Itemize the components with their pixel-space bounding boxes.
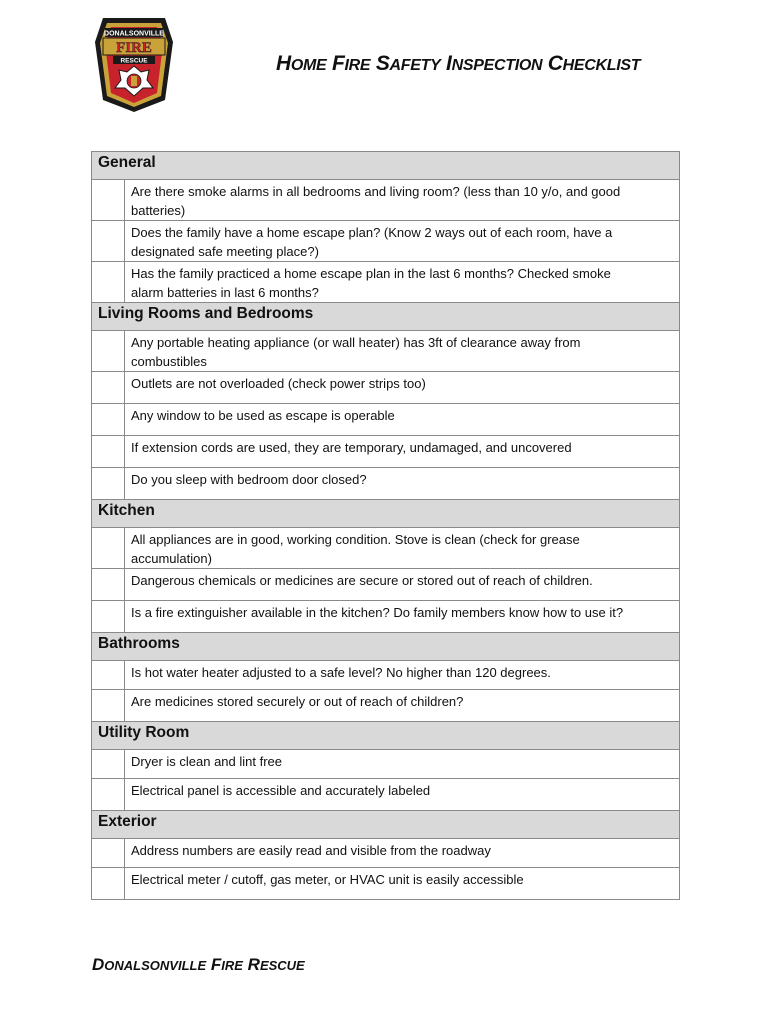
checkbox-cell[interactable] — [92, 221, 125, 262]
item-line: Is a fire extinguisher available in the kitchen? Do family members know how to use it? — [131, 605, 624, 620]
checklist-item-row — [92, 779, 680, 811]
checklist-item-text — [125, 569, 680, 601]
checkbox-cell[interactable] — [92, 528, 125, 569]
item-line: accumulation) — [131, 551, 212, 566]
checklist-item-text — [125, 528, 680, 569]
footer-organization-name — [92, 955, 305, 975]
checklist-item-row — [92, 372, 680, 404]
checklist-item-row — [92, 569, 680, 601]
checklist-item-text — [125, 262, 680, 303]
section-title: General — [92, 152, 680, 180]
inspection-checklist-table — [91, 151, 680, 900]
checkbox-cell[interactable] — [92, 839, 125, 868]
item-line: Do you sleep with bedroom door closed? — [131, 472, 367, 487]
item-line: designated safe meeting place?) — [131, 244, 319, 259]
title-initial: D — [92, 955, 105, 974]
checklist-item-row — [92, 868, 680, 900]
checklist-item-row — [92, 404, 680, 436]
checklist-item-row — [92, 331, 680, 372]
title-smallcaps: IRE — [344, 57, 371, 74]
checklist-item-row — [92, 601, 680, 633]
item-line: Are medicines stored securely or out of reach of children? — [131, 694, 464, 709]
checklist-item-text — [125, 601, 680, 633]
title-smallcaps: IRE — [221, 958, 243, 973]
item-line: Dryer is clean and lint free — [131, 754, 283, 769]
checkbox-cell[interactable] — [92, 750, 125, 779]
section-title: Exterior — [92, 811, 680, 839]
checklist-item-text — [125, 372, 680, 404]
title-smallcaps: AFETY — [389, 57, 441, 74]
checklist-item-text — [125, 180, 680, 221]
item-line: Address numbers are easily read and visible from the roadway — [131, 843, 491, 858]
checklist-item-text — [125, 221, 680, 262]
section-title: Kitchen — [92, 500, 680, 528]
title-initial: F — [331, 52, 345, 75]
item-line: Does the family have a home escape plan? (Know 2 ways out of each room, have a — [131, 225, 613, 240]
section-header-row — [92, 633, 680, 661]
item-line: Are there smoke alarms in all bedrooms and living room? (less than 10 y/o, and good — [131, 184, 621, 199]
checklist-item-text — [125, 868, 680, 900]
title-smallcaps: ESCUE — [259, 958, 305, 973]
checkbox-cell[interactable] — [92, 262, 125, 303]
title-smallcaps: ONALSONVILLE — [104, 958, 207, 973]
logo-top-text: DONALSONVILLE — [104, 30, 164, 38]
checkbox-cell[interactable] — [92, 180, 125, 221]
item-line: alarm batteries in last 6 months? — [131, 285, 319, 300]
checklist-item-row — [92, 839, 680, 868]
page-title — [276, 52, 640, 76]
checkbox-cell[interactable] — [92, 404, 125, 436]
checkbox-cell[interactable] — [92, 601, 125, 633]
item-line: Dangerous chemicals or medicines are secure or stored out of reach of children. — [131, 573, 593, 588]
checklist-item-row — [92, 528, 680, 569]
checkbox-cell[interactable] — [92, 436, 125, 468]
checklist-item-text — [125, 690, 680, 722]
section-header-row — [92, 303, 680, 331]
checklist-item-row — [92, 436, 680, 468]
section-title: Bathrooms — [92, 633, 680, 661]
item-line: Is hot water heater adjusted to a safe level? No higher than 120 degrees. — [131, 665, 551, 680]
checklist-item-text — [125, 750, 680, 779]
checkbox-cell[interactable] — [92, 331, 125, 372]
section-title: Living Rooms and Bedrooms — [92, 303, 680, 331]
item-line: Any portable heating appliance (or wall heater) has 3ft of clearance away from — [131, 335, 581, 350]
checkbox-cell[interactable] — [92, 690, 125, 722]
title-initial: I — [446, 52, 452, 75]
checkbox-cell[interactable] — [92, 868, 125, 900]
checklist-item-row — [92, 262, 680, 303]
logo-main-text: FIRE — [116, 40, 152, 56]
checkbox-cell[interactable] — [92, 661, 125, 690]
title-initial: S — [375, 52, 390, 75]
section-header-row — [92, 152, 680, 180]
checklist-item-text — [125, 468, 680, 500]
checkbox-cell[interactable] — [92, 569, 125, 601]
checklist-item-text — [125, 779, 680, 811]
title-initial: C — [547, 52, 563, 75]
title-initial: H — [276, 52, 291, 75]
title-initial: F — [210, 955, 222, 974]
logo-bottom-text: RESCUE — [120, 57, 148, 65]
item-line: Electrical panel is accessible and accurately labeled — [131, 783, 431, 798]
checklist-item-text — [125, 331, 680, 372]
item-line: Electrical meter / cutoff, gas meter, or HVAC unit is easily accessible — [131, 872, 524, 887]
item-line: batteries) — [131, 203, 186, 218]
item-line: Has the family practiced a home escape plan in the last 6 months? Checked smoke — [131, 266, 611, 281]
checklist-item-row — [92, 221, 680, 262]
item-line: If extension cords are used, they are temporary, undamaged, and uncovered — [131, 440, 572, 455]
section-header-row — [92, 500, 680, 528]
checklist-item-text — [125, 661, 680, 690]
section-title: Utility Room — [92, 722, 680, 750]
section-header-row — [92, 722, 680, 750]
item-line: combustibles — [131, 354, 207, 369]
checklist-item-row — [92, 180, 680, 221]
title-smallcaps: NSPECTION — [451, 57, 543, 74]
item-line: All appliances are in good, working condition. Stove is clean (check for grease — [131, 532, 580, 547]
checklist-item-row — [92, 661, 680, 690]
checkbox-cell[interactable] — [92, 468, 125, 500]
fire-rescue-logo — [93, 14, 175, 114]
checkbox-cell[interactable] — [92, 779, 125, 811]
checkbox-cell[interactable] — [92, 372, 125, 404]
checklist-item-row — [92, 750, 680, 779]
title-smallcaps: OME — [290, 57, 327, 74]
title-smallcaps: HECKLIST — [562, 57, 641, 74]
checklist-item-text — [125, 436, 680, 468]
checklist-item-text — [125, 839, 680, 868]
item-line: Any window to be used as escape is operable — [131, 408, 395, 423]
checklist-item-row — [92, 690, 680, 722]
section-header-row — [92, 811, 680, 839]
checklist-item-row — [92, 468, 680, 500]
checklist-item-text — [125, 404, 680, 436]
item-line: Outlets are not overloaded (check power strips too) — [131, 376, 426, 391]
title-initial: R — [247, 955, 260, 974]
